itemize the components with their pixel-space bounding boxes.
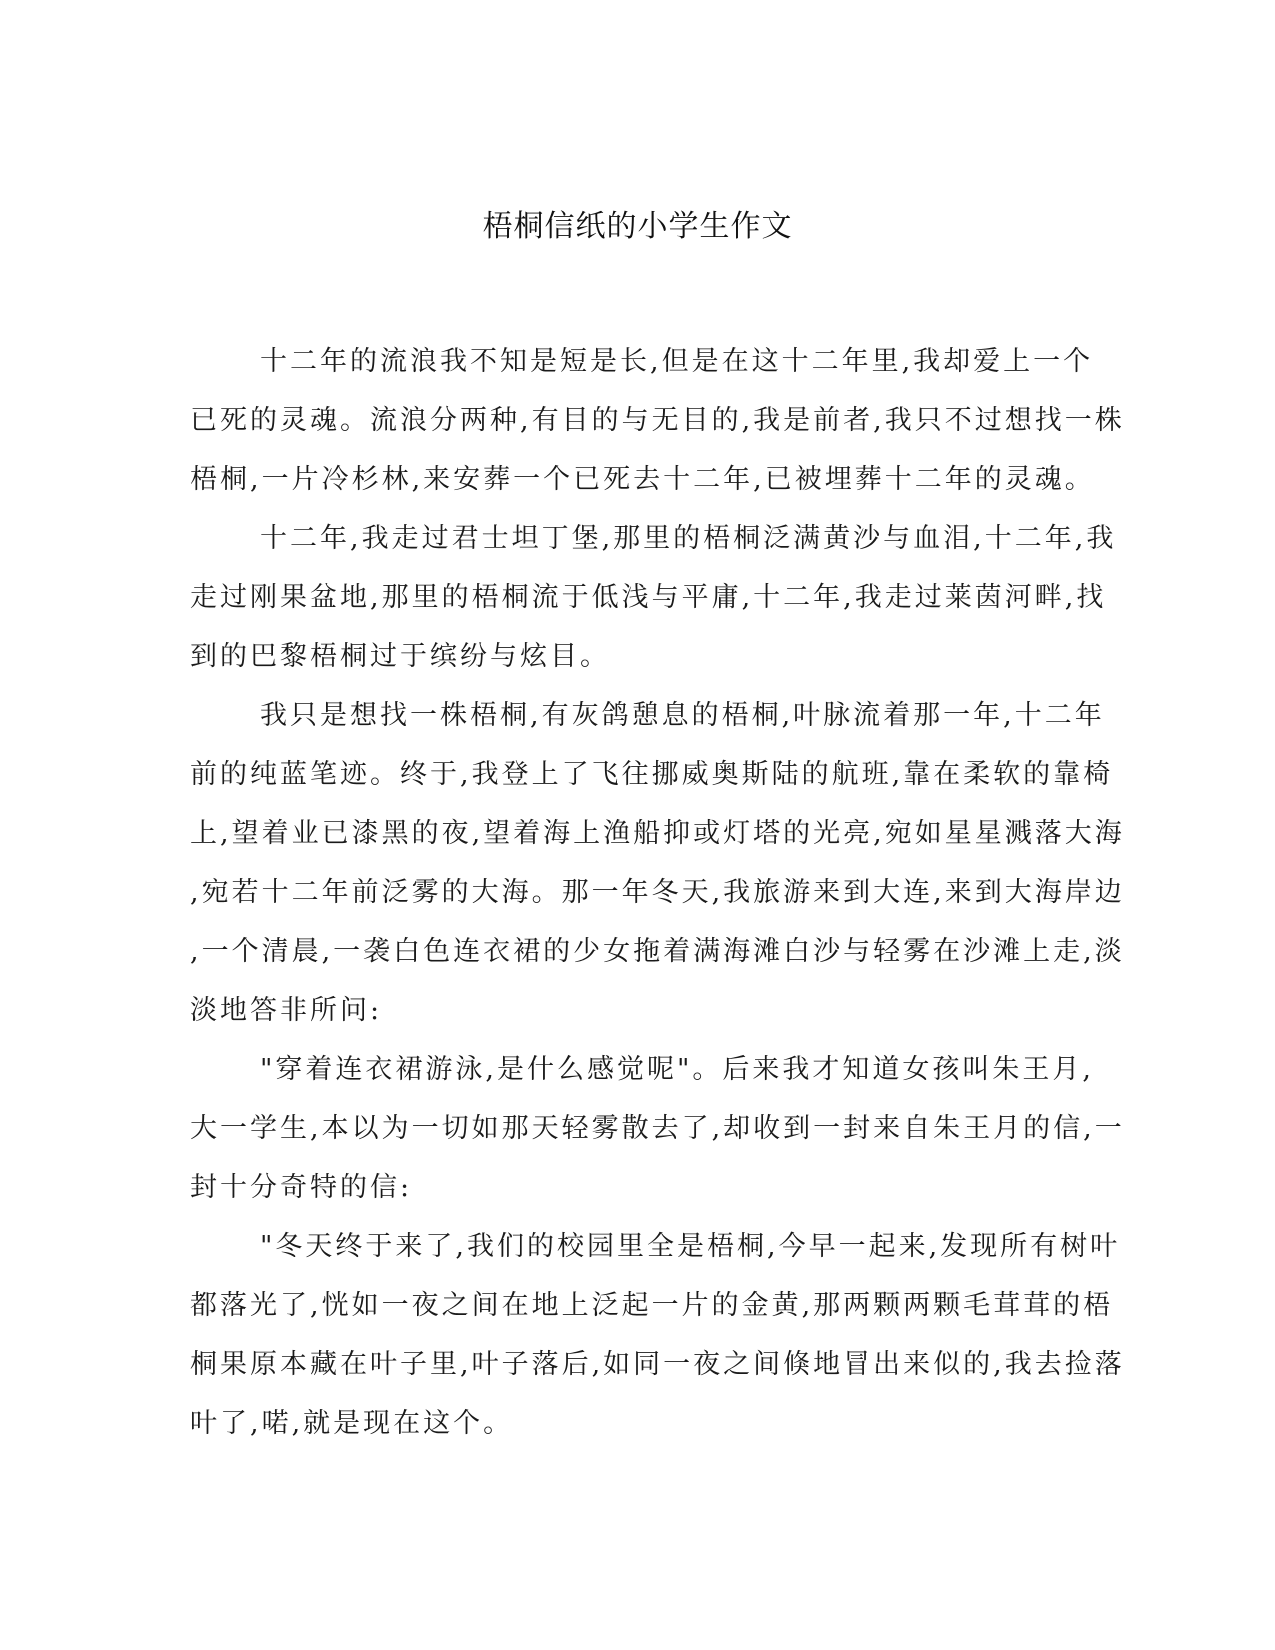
text-line: 走过刚果盆地,那里的梧桐流于低浅与平庸,十二年,我走过莱茵河畔,找 [190,582,1107,613]
text-line: "穿着连衣裙游泳,是什么感觉呢"。后来我才知道女孩叫朱王月, [260,1054,1095,1085]
paragraph-4 [190,1040,1125,1217]
text-line: ,宛若十二年前泛雾的大海。那一年冬天,我旅游来到大连,来到大海岸边 [190,877,1125,908]
text-line: 桐果原本藏在叶子里,叶子落后,如同一夜之间倏地冒出来似的,我去捡落 [190,1349,1125,1380]
text-line: 淡地答非所问: [190,995,383,1026]
document-title: 梧桐信纸的小学生作文 [482,209,793,244]
text-line: 我只是想找一株梧桐,有灰鸽憩息的梧桐,叶脉流着那一年,十二年 [260,700,1105,731]
text-line: ,一个清晨,一袭白色连衣裙的少女拖着满海滩白沙与轻雾在沙滩上走,淡 [190,936,1125,967]
text-line: 大一学生,本以为一切如那天轻雾散去了,却收到一封来自朱王月的信,一 [190,1113,1125,1144]
text-line: 前的纯蓝笔迹。终于,我登上了飞往挪威奥斯陆的航班,靠在柔软的靠椅 [190,759,1114,790]
paragraph-5 [190,1217,1125,1453]
text-line: 十二年的流浪我不知是短是长,但是在这十二年里,我却爱上一个 [260,346,1094,377]
paragraph-1 [190,332,1125,509]
text-line: 封十分奇特的信: [190,1172,413,1203]
text-line: 到的巴黎梧桐过于缤纷与炫目。 [190,641,610,672]
text-line: 十二年,我走过君士坦丁堡,那里的梧桐泛满黄沙与血泪,十二年,我 [260,523,1117,554]
document-body [190,332,1125,1453]
text-line: 已死的灵魂。流浪分两种,有目的与无目的,我是前者,我只不过想找一株 [190,405,1125,436]
text-line: 上,望着业已漆黑的夜,望着海上渔船抑或灯塔的光亮,宛如星星溅落大海 [190,818,1125,849]
paragraph-2 [190,509,1117,686]
text-line: "冬天终于来了,我们的校园里全是梧桐,今早一起来,发现所有树叶 [260,1231,1121,1262]
text-line: 叶了,喏,就是现在这个。 [190,1408,514,1439]
text-line: 都落光了,恍如一夜之间在地上泛起一片的金黄,那两颗两颗毛茸茸的梧 [190,1290,1114,1321]
paragraph-3 [190,686,1125,1040]
text-line: 梧桐,一片冷杉林,来安葬一个已死去十二年,已被埋葬十二年的灵魂。 [190,464,1095,495]
